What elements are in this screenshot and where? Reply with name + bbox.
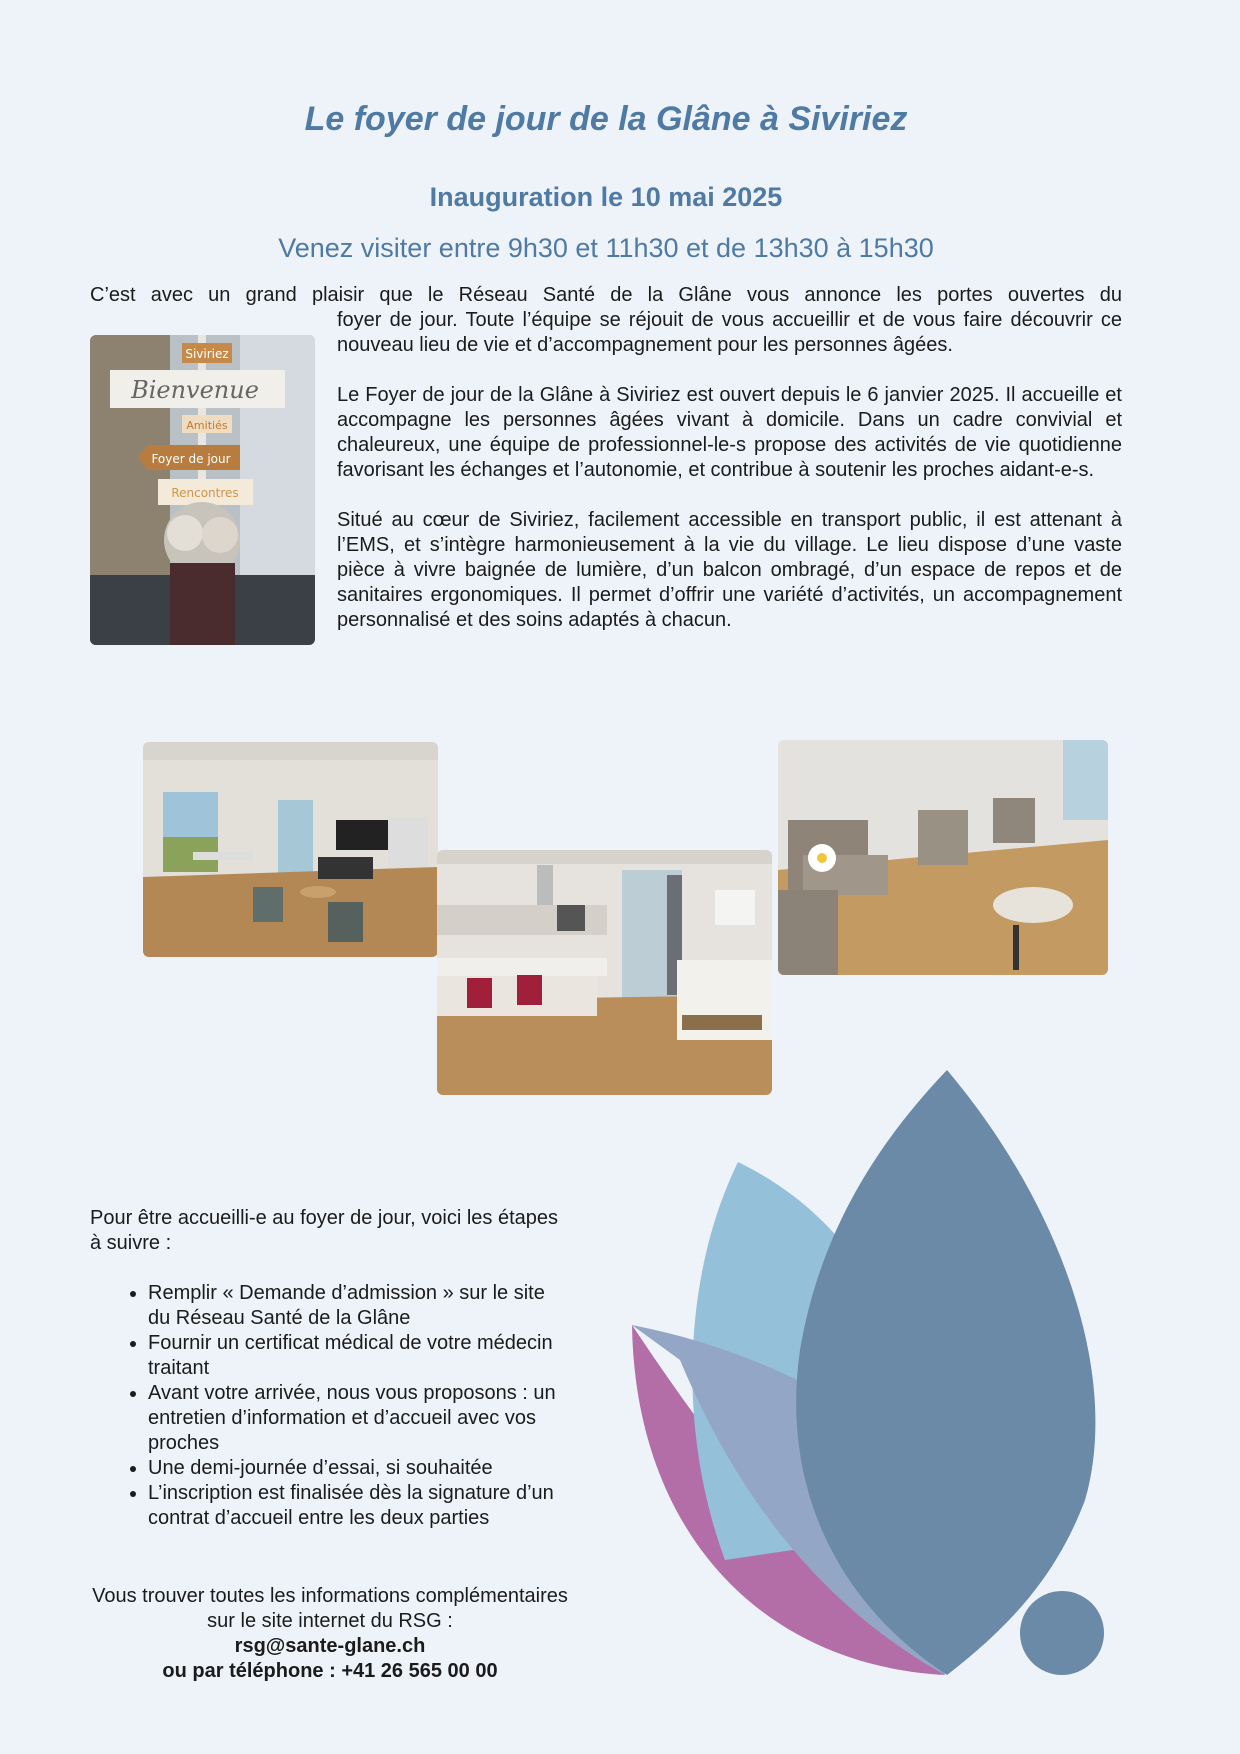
visiting-hours: Venez visiter entre 9h30 et 11h30 et de 13h30 à 15h30 [278, 233, 934, 263]
logo-dot [1020, 1591, 1104, 1675]
contact-block [90, 1584, 570, 1684]
step-item: • Fournir un certificat médical de votre médecin traitant [148, 1331, 570, 1381]
contact-email[interactable]: rsg@sante-glane.ch [234, 1635, 426, 1657]
step-item: • Une demi-journée d’essai, si souhaitée [148, 1456, 570, 1481]
kitchen-photo [437, 850, 772, 1095]
admission-steps [90, 1206, 570, 1556]
contact-text: Vous trouver toutes les informations complémentaires sur le site internet du RSG : [92, 1585, 568, 1632]
signpost-photo [90, 335, 315, 645]
contact-phone[interactable]: ou par téléphone : +41 26 565 00 00 [162, 1660, 498, 1682]
intro-body [337, 308, 1122, 658]
sign-bienvenue: Bienvenue [131, 376, 259, 404]
intro-paragraph-3: Situé au cœur de Siviriez, facilement accessible en transport public, il est attenant à l’EMS, et s’intègre harmonieusement à la vie du village. Le lieu dispose d’une vaste pièce à vivre baignée de lumière, d’un balcon ombragé, d’un espace de repos et de sanitaires ergonomiques. Il permet d’offrir une variété d’activités, un accompagnement personnalisé et des soins adaptés à chacun. [337, 509, 1122, 631]
living-room-photo [143, 742, 438, 957]
intro-paragraph-1: foyer de jour. Toute l’équipe se réjouit de vous accueillir et de vous faire découvrir ce nouveau lieu de vie et d’accompagnement pour les personnes âgées. [337, 309, 1122, 356]
sign-foyer-de-jour: Foyer de jour [151, 452, 231, 466]
step-item: • Avant votre arrivée, nous vous proposons : un entretien d’information et d’accueil avec vos proches [148, 1381, 570, 1456]
sign-siviriez: Siviriez [185, 347, 229, 361]
steps-intro: Pour être accueilli-e au foyer de jour, voici les étapes à suivre : [90, 1207, 559, 1254]
sign-amities: Amitiés [186, 419, 228, 432]
intro-paragraph-2: Le Foyer de jour de la Glâne à Siviriez est ouvert depuis le 6 janvier 2025. Il accueille et accompagne les personnes âgées vivant à domicile. Dans un cadre convivial et chaleureux, une équipe de professionnel-le-s propose des activités de vie quotidienne favorisant les échanges et l’autonomie, et contribue à soutenir les proches aidant-e-s. [337, 384, 1122, 481]
step-item: • Remplir « Demande d’admission » sur le site du Réseau Santé de la Glâne [148, 1281, 570, 1331]
inauguration-date: Inauguration le 10 mai 2025 [429, 182, 783, 212]
steps-list [90, 1281, 570, 1531]
intro-first-line: C’est avec un grand plaisir que le Réseau Santé de la Glâne vous annonce les portes ouvertes du [90, 284, 1122, 306]
page-title: Le foyer de jour de la Glâne à Siviriez [304, 100, 908, 138]
step-item: • L’inscription est finalisée dès la signature d’un contrat d’accueil entre les deux parties [148, 1481, 570, 1531]
rest-area-photo [778, 740, 1108, 975]
sign-rencontres: Rencontres [171, 486, 239, 500]
rsg-leaf-logo [620, 1060, 1120, 1690]
